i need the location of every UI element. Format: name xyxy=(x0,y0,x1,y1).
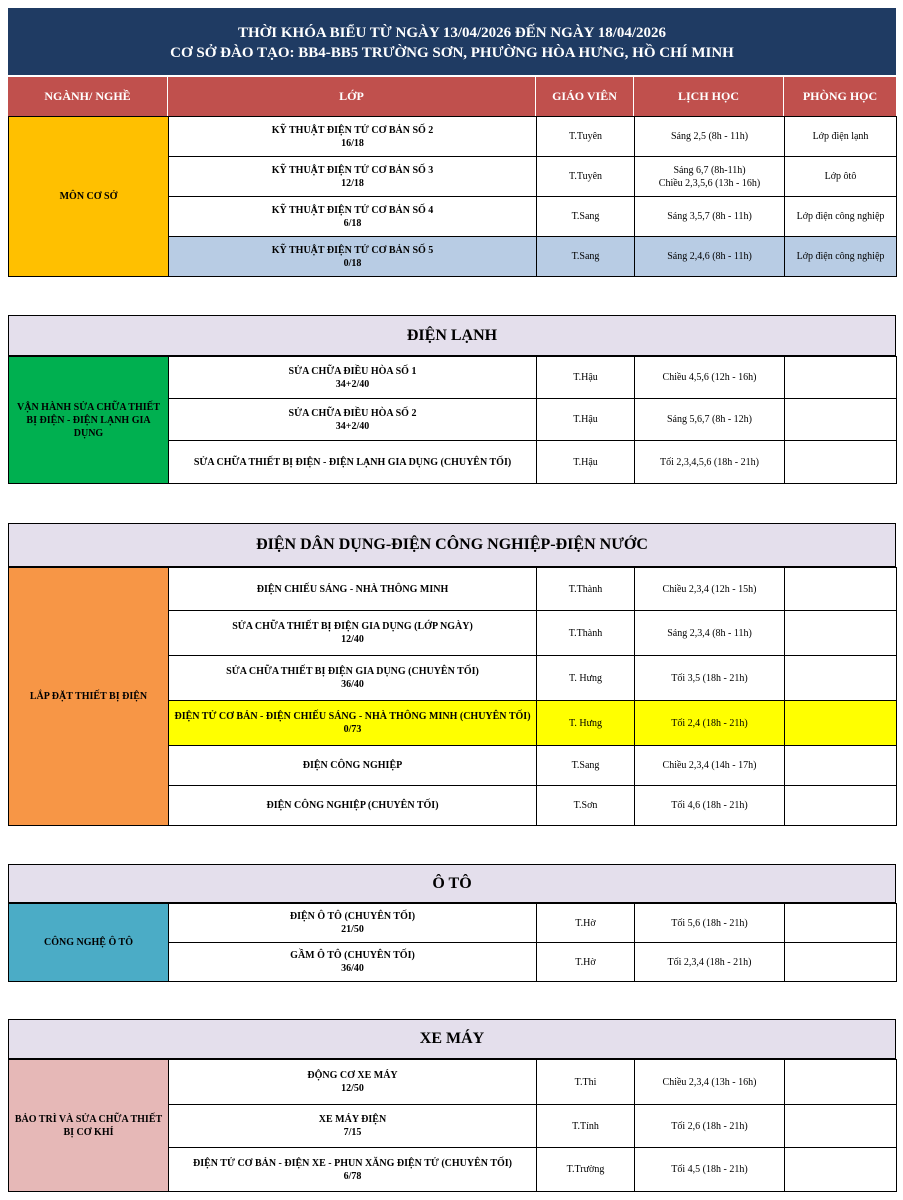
teacher-cell: T.Tuyên xyxy=(537,157,635,197)
section-dien-lanh xyxy=(8,356,897,484)
room-cell xyxy=(785,1148,897,1192)
class-count: 36/40 xyxy=(341,963,364,974)
class-name: SỬA CHỮA THIẾT BỊ ĐIỆN - ĐIỆN LẠNH GIA DỤNG (CHUYÊN TỐI) xyxy=(193,456,512,468)
table-row xyxy=(9,357,897,399)
room-cell xyxy=(785,1105,897,1148)
schedule-cell: Tối 2,3,4 (18h - 21h) xyxy=(635,943,785,982)
room-cell: Lớp điện lạnh xyxy=(785,117,897,157)
class-name: KỸ THUẬT ĐIỆN TỬ CƠ BẢN SỐ 4 xyxy=(271,204,434,216)
teacher-cell: T. Hưng xyxy=(537,701,635,746)
class-cell xyxy=(169,1148,537,1192)
class-name: XE MÁY ĐIỆN xyxy=(318,1114,387,1125)
class-cell xyxy=(169,701,537,746)
class-count: 12/50 xyxy=(341,1083,364,1094)
table-row xyxy=(9,1060,897,1105)
schedule-cell: Tối 2,3,4,5,6 (18h - 21h) xyxy=(635,441,785,484)
class-name: SỬA CHỮA THIẾT BỊ ĐIỆN GIA DỤNG (CHUYÊN TỐI) xyxy=(226,666,479,677)
teacher-cell: T.Thi xyxy=(537,1060,635,1105)
schedule-banner xyxy=(8,8,896,75)
schedule-cell: Chiều 2,3,4 (12h - 15h) xyxy=(635,568,785,611)
class-count: 16/18 xyxy=(341,137,364,149)
class-name: ĐIỆN Ô TÔ (CHUYÊN TỐI) xyxy=(289,911,416,922)
class-name: ĐIỆN CHIẾU SÁNG - NHÀ THÔNG MINH xyxy=(256,583,449,595)
category-cell: CÔNG NGHỆ Ô TÔ xyxy=(9,904,169,982)
schedule-cell: Sáng 3,5,7 (8h - 11h) xyxy=(635,197,785,237)
class-cell xyxy=(169,441,537,484)
room-cell xyxy=(785,357,897,399)
teacher-cell: T.Hờ xyxy=(537,904,635,943)
schedule-line-2: Chiều 2,3,5,6 (13h - 16h) xyxy=(658,177,761,189)
section-dien-dan-dung xyxy=(8,567,897,826)
room-cell xyxy=(785,904,897,943)
class-count: 21/50 xyxy=(341,924,364,935)
col-header-lich-hoc: LỊCH HỌC xyxy=(634,77,784,116)
column-header-row xyxy=(8,77,896,116)
teacher-cell: T.Hậu xyxy=(537,399,635,441)
schedule-cell: Sáng 2,4,6 (8h - 11h) xyxy=(635,237,785,277)
col-header-phong-hoc: PHÒNG HỌC xyxy=(802,89,878,103)
class-name: KỸ THUẬT ĐIỆN TỬ CƠ BẢN SỐ 2 xyxy=(271,124,434,136)
col-header-lop: LỚP xyxy=(168,77,536,116)
teacher-cell: T.Hờ xyxy=(537,943,635,982)
section-mon-co-so xyxy=(8,116,897,277)
class-cell xyxy=(169,157,537,197)
class-count: 6/18 xyxy=(343,217,362,229)
teacher-cell: T.Thành xyxy=(537,611,635,656)
room-cell xyxy=(785,1060,897,1105)
table-row xyxy=(9,117,897,157)
class-cell xyxy=(169,904,537,943)
room-cell xyxy=(785,943,897,982)
room-cell: Lớp điện công nghiệp xyxy=(785,197,897,237)
class-name: SỬA CHỮA ĐIỀU HÒA SỐ 1 xyxy=(288,365,417,377)
teacher-cell: T. Hưng xyxy=(537,656,635,701)
teacher-cell: T.Sang xyxy=(537,197,635,237)
room-cell: Lớp điện công nghiệp xyxy=(785,237,897,277)
teacher-cell: T.Sơn xyxy=(537,786,635,826)
room-cell xyxy=(785,568,897,611)
class-count: 34+2/40 xyxy=(335,420,370,432)
teacher-cell: T.Tuyên xyxy=(537,117,635,157)
class-cell xyxy=(169,786,537,826)
schedule-cell: Sáng 2,5 (8h - 11h) xyxy=(635,117,785,157)
teacher-cell: T.Hậu xyxy=(537,441,635,484)
class-name: KỸ THUẬT ĐIỆN TỬ CƠ BẢN SỐ 5 xyxy=(271,244,434,256)
class-count: 0/18 xyxy=(343,257,362,269)
class-cell xyxy=(169,746,537,786)
class-cell xyxy=(169,1105,537,1148)
class-cell xyxy=(169,656,537,701)
class-count: 7/15 xyxy=(343,1127,362,1138)
col-header-giao-vien: GIÁO VIÊN xyxy=(536,77,634,116)
schedule-cell: Sáng 2,3,4 (8h - 11h) xyxy=(635,611,785,656)
teacher-cell: T.Trường xyxy=(537,1148,635,1192)
teacher-cell: T.Hậu xyxy=(537,357,635,399)
schedule-cell: Tối 5,6 (18h - 21h) xyxy=(635,904,785,943)
schedule-cell: Chiều 4,5,6 (12h - 16h) xyxy=(635,357,785,399)
schedule-cell: Tối 2,6 (18h - 21h) xyxy=(635,1105,785,1148)
room-cell xyxy=(785,746,897,786)
schedule-line: Sáng 6,7 (8h-11h) xyxy=(673,164,746,176)
room-cell xyxy=(785,441,897,484)
teacher-cell: T.Sang xyxy=(537,237,635,277)
class-count: 6/78 xyxy=(343,1170,362,1182)
class-name: KỸ THUẬT ĐIỆN TỬ CƠ BẢN SỐ 3 xyxy=(271,164,434,176)
section-o-to xyxy=(8,903,897,982)
table-row xyxy=(9,568,897,611)
class-name: ĐIỆN TỬ CƠ BẢN - ĐIỆN CHIẾU SÁNG - NHÀ THÔNG MINH (CHUYÊN TỐI) xyxy=(174,711,531,722)
class-cell xyxy=(169,197,537,237)
section-xe-may xyxy=(8,1059,897,1192)
table-row xyxy=(9,904,897,943)
room-cell xyxy=(785,701,897,746)
section-title-xe-may: XE MÁY xyxy=(8,1019,896,1059)
schedule-cell xyxy=(635,157,785,197)
class-cell xyxy=(169,117,537,157)
class-count: 36/40 xyxy=(341,679,364,690)
class-cell xyxy=(169,611,537,656)
class-count: 12/18 xyxy=(341,177,364,189)
banner-subtitle: CƠ SỞ ĐÀO TẠO: BB4-BB5 TRƯỜNG SƠN, PHƯỜNG HÒA HƯNG, HỒ CHÍ MINH xyxy=(170,45,734,61)
section-title-dien-dan-dung: ĐIỆN DÂN DỤNG-ĐIỆN CÔNG NGHIỆP-ĐIỆN NƯỚC xyxy=(8,523,896,567)
room-cell xyxy=(785,656,897,701)
category-cell: MÔN CƠ SỞ xyxy=(9,117,169,277)
class-name: SỬA CHỮA ĐIỀU HÒA SỐ 2 xyxy=(288,407,417,419)
class-name: ĐIỆN CÔNG NGHIỆP xyxy=(302,760,403,771)
class-name: GẦM Ô TÔ (CHUYÊN TỐI) xyxy=(290,950,415,961)
col-header-nganh: NGÀNH/ NGHỀ xyxy=(8,77,168,116)
room-cell xyxy=(785,399,897,441)
room-cell xyxy=(785,786,897,826)
schedule-cell: Chiều 2,3,4 (13h - 16h) xyxy=(635,1060,785,1105)
class-cell xyxy=(169,1060,537,1105)
class-cell xyxy=(169,357,537,399)
category-cell: VẬN HÀNH SỬA CHỮA THIẾT BỊ ĐIỆN - ĐIỆN LẠNH GIA DỤNG xyxy=(9,357,169,484)
class-cell xyxy=(169,943,537,982)
class-count: 34+2/40 xyxy=(335,378,370,390)
class-cell xyxy=(169,237,537,277)
teacher-cell: T.Sang xyxy=(537,746,635,786)
category-cell: BẢO TRÌ VÀ SỬA CHỮA THIẾT BỊ CƠ KHÍ xyxy=(9,1060,169,1192)
class-cell xyxy=(169,399,537,441)
class-name: ĐIỆN CÔNG NGHIỆP (CHUYÊN TỐI) xyxy=(266,800,439,811)
category-cell: LẮP ĐẶT THIẾT BỊ ĐIỆN xyxy=(9,568,169,826)
class-name: ĐIỆN TỬ CƠ BẢN - ĐIỆN XE - PHUN XĂNG ĐIỆN TỬ (CHUYÊN TỐI) xyxy=(192,1157,512,1169)
schedule-cell: Tối 4,5 (18h - 21h) xyxy=(635,1148,785,1192)
class-count: 12/40 xyxy=(341,634,364,645)
class-count: 0/73 xyxy=(343,724,362,735)
room-cell xyxy=(785,611,897,656)
schedule-cell: Chiều 2,3,4 (14h - 17h) xyxy=(635,746,785,786)
schedule-cell: Tối 2,4 (18h - 21h) xyxy=(635,701,785,746)
teacher-cell: T.Thành xyxy=(537,568,635,611)
schedule-cell: Tối 3,5 (18h - 21h) xyxy=(635,656,785,701)
class-cell xyxy=(169,568,537,611)
section-title-o-to: Ô TÔ xyxy=(8,864,896,903)
schedule-cell: Sáng 5,6,7 (8h - 12h) xyxy=(635,399,785,441)
class-name: ĐỘNG CƠ XE MÁY xyxy=(307,1070,398,1081)
teacher-cell: T.Tính xyxy=(537,1105,635,1148)
schedule-cell: Tối 4,6 (18h - 21h) xyxy=(635,786,785,826)
section-title-dien-lanh: ĐIỆN LẠNH xyxy=(8,315,896,356)
room-cell: Lớp ôtô xyxy=(785,157,897,197)
banner-title: THỜI KHÓA BIỂU TỪ NGÀY 13/04/2026 ĐẾN NGÀY 18/04/2026 xyxy=(237,25,667,41)
class-name: SỬA CHỮA THIẾT BỊ ĐIỆN GIA DỤNG (LỚP NGÀY) xyxy=(232,621,473,632)
